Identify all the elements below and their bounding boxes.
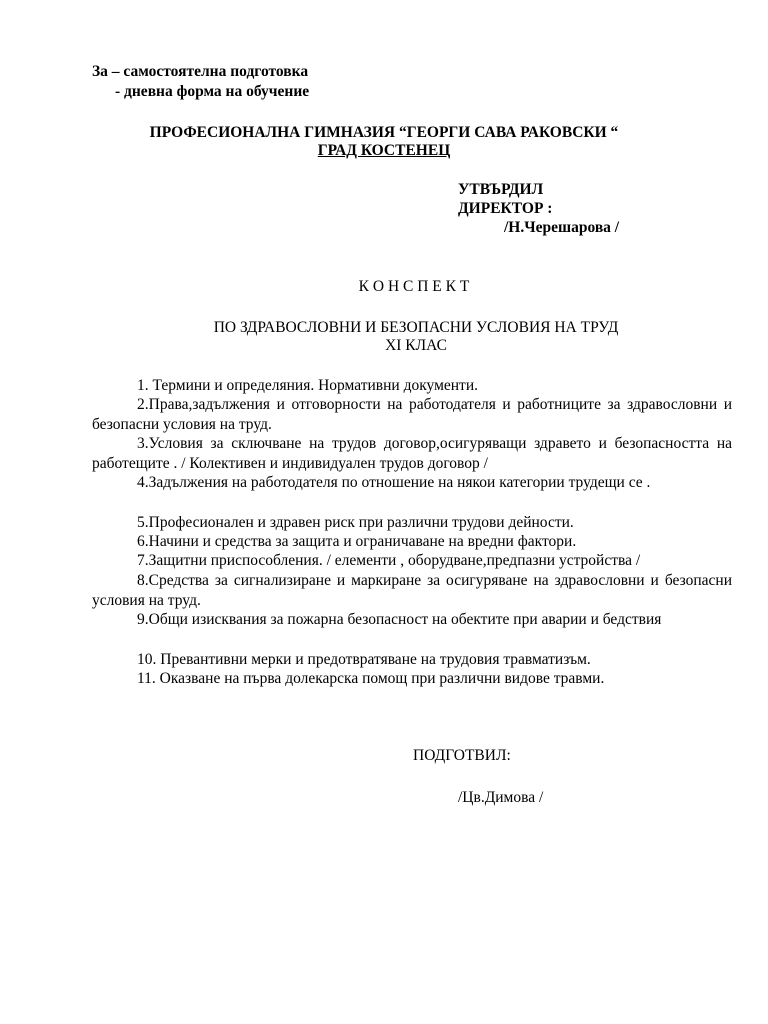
list-item: 8.Средства за сигнализиране и маркиране за осигуряване на здравословни и безопасни условия на труд. [92,572,732,609]
prepared-name: /Цв.Димова / [458,789,544,806]
prepared-label: ПОДГОТВИЛ: [413,747,511,764]
director-label: ДИРЕКТОР : [458,200,553,217]
list-item: 9.Общи изисквания за пожарна безопасност на обектите при аварии и бедствия [137,611,662,628]
list-item: 7.Защитни приспособления. / елементи , оборудване,предпазни устройства / [137,552,641,569]
document-grade: ХІ КЛАС [385,337,447,354]
education-form-line: - дневна форма на обучение [115,83,310,100]
list-item: 5.Професионален и здравен риск при различни трудови дейности. [137,514,574,531]
school-city: ГРАД КОСТЕНЕЦ [317,142,451,159]
school-name: ПРОФЕСИОНАЛНА ГИМНАЗИЯ “ГЕОРГИ САВА РАКОВСКИ “ [149,124,619,141]
list-item: 11. Оказване на първа долекарска помощ при различни видове травми. [137,670,605,687]
approved-label: УТВЪРДИЛ [458,181,544,198]
school-city-wrap [0,141,768,161]
director-name: /Н.Черешарова / [504,219,620,236]
list-item: 3.Условия за сключване на трудов договор,осигуряващи здравето и безопасността на работещите . / Колективен и индивидуален трудов договор / [92,435,732,472]
study-form-line: За – самостоятелна подготовка [92,63,309,80]
list-item: 10. Превантивни мерки и предотвратяване на трудовия травматизъм. [137,651,591,668]
list-item: 4.Задължения на работодателя по отношение на някои категории трудещи се . [137,474,651,491]
list-item: 2.Права,задължения и отговорности на работодателя и работниците за здравословни и безопасни условия на труд. [92,396,732,433]
document-subject: ПО ЗДРАВОСЛОВНИ И БЕЗОПАСНИ УСЛОВИЯ НА ТРУД [213,319,619,336]
list-item: 6.Начини и средства за защита и ограничаване на вредни фактори. [137,533,577,550]
document-title: К О Н С П Е К Т [358,278,470,295]
list-item: 1. Термини и определяния. Нормативни документи. [137,377,478,394]
